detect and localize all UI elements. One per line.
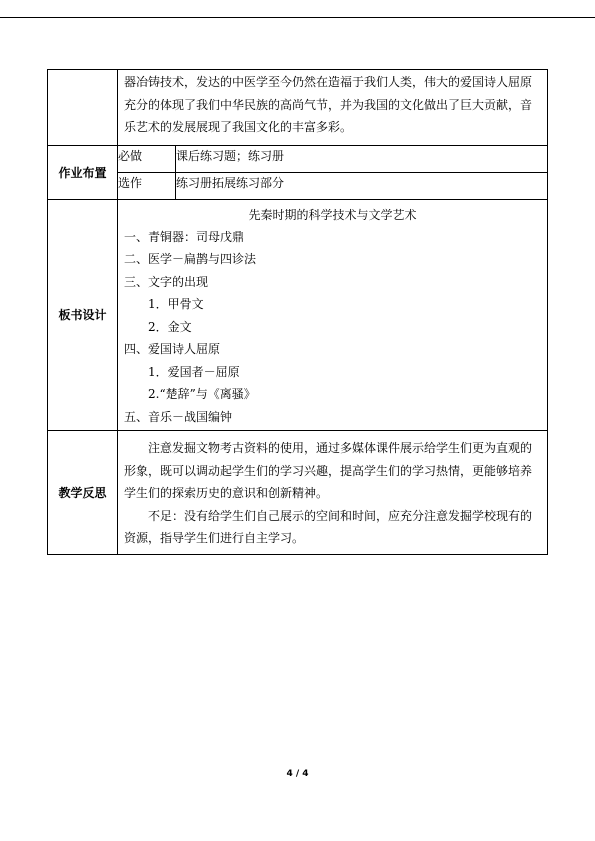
lesson-plan-table — [47, 69, 548, 555]
board-item-4-2: 2.“楚辞”与《离骚》 — [148, 387, 256, 401]
reflection-p2-line-2: 资源，指导学生们进行自主学习。 — [124, 531, 305, 545]
homework-optional-label: 选作 — [118, 172, 176, 199]
board-title: 先秦时期的科学技术与文学艺术 — [248, 207, 417, 222]
reflection-p2-line-1: 不足：没有给学生们自己展示的空间和时间，应充分注意发掘学校现有的 — [148, 508, 533, 523]
intro-row — [48, 70, 548, 146]
homework-required-row — [48, 145, 548, 172]
homework-label: 作业布置 — [48, 145, 118, 199]
board-label: 板书设计 — [48, 199, 118, 431]
reflection-p1-line-3: 学生们的探索历史的意识和创新精神。 — [124, 486, 329, 500]
board-cell — [118, 199, 548, 431]
intro-label-cell — [48, 70, 118, 146]
board-item-1: 一、青铜器：司母戊鼎 — [124, 229, 245, 244]
board-item-4: 四、爱国诗人屈原 — [124, 342, 221, 356]
intro-cell — [118, 70, 548, 146]
board-item-2: 二、医学－扁鹊与四诊法 — [124, 252, 257, 266]
board-item-5: 五、音乐－战国编钟 — [124, 409, 233, 424]
intro-line-1: 器冶铸技术，发达的中医学至今仍然在造福于我们人类，伟大的爱国诗人屈原 — [124, 75, 533, 89]
homework-required-label: 必做 — [118, 145, 176, 172]
homework-optional-value: 练习册拓展练习部分 — [176, 172, 548, 199]
board-row — [48, 199, 548, 431]
reflection-p1-line-2: 形象，既可以调动起学生们的学习兴趣，提高学生们的学习热情，更能够培养 — [124, 463, 533, 478]
board-item-3: 三、文字的出现 — [124, 274, 209, 289]
reflection-p1-line-1: 注意发掘文物考古资料的使用，通过多媒体课件展示给学生们更为直观的 — [148, 441, 533, 455]
header-rule — [0, 17, 595, 18]
board-item-3-1: 1．甲骨文 — [148, 297, 204, 311]
homework-optional-row — [48, 172, 548, 199]
intro-line-3: 乐艺术的发展展现了我国文化的丰富多彩。 — [124, 120, 353, 134]
board-item-3-2: 2．金文 — [148, 319, 192, 334]
homework-required-value: 课后练习题；练习册 — [176, 145, 548, 172]
board-item-4-1: 1．爱国者－屈原 — [148, 364, 240, 379]
page-number: 4 / 4 — [286, 769, 309, 779]
reflection-row — [48, 431, 548, 555]
intro-line-2: 充分的体现了我们中华民族的高尚气节，并为我国的文化做出了巨大贡献，音 — [124, 97, 533, 112]
reflection-cell — [118, 431, 548, 555]
reflection-label: 教学反思 — [48, 431, 118, 555]
